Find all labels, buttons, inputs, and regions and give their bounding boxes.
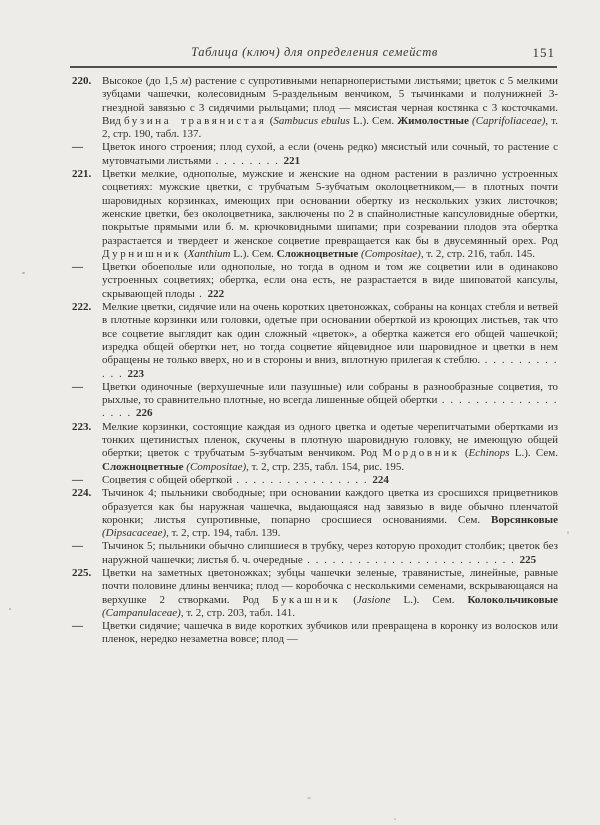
key-entry-alternative <box>72 381 558 421</box>
dot-leader: . . . . . . . . . . . . <box>102 354 559 380</box>
entry-text: Цветки на заметных цветоножках; зубцы чашечки зеленые, травянистые, линейные, равные почти половине длины венчика; плод — коробочка с несколькими семенами, вскрывающаяся на верхушке 2 створками. Род Букашник (Jasione L.). Сем. Колокольчиковые (Campanulaceae), т. 2, стр. 203, табл. 141. <box>102 566 558 619</box>
key-entry-alternative <box>72 261 558 301</box>
key-entry <box>72 421 558 474</box>
key-entry-alternative <box>72 540 558 567</box>
scan-speck <box>567 531 569 534</box>
entry-text: Тычинок 5; пыльники обычно слипшиеся в трубку, через которую проходит столбик; цветок без наружной чашечки; листья б. ч. очередные . . . . . . . . . . . . . . . . . . . . . . . . . 225 <box>102 540 558 566</box>
entry-text: Цветки сидячие; чашечка в виде коротких зубчиков или превращена в коронку из волосков или пленок, нередко незаметна вовсе; плод — <box>102 620 558 646</box>
entry-number: 225. <box>72 566 92 579</box>
key-entry <box>72 487 558 540</box>
jump-reference: 225 <box>519 553 537 566</box>
jump-reference: 221 <box>283 154 301 167</box>
key-entry <box>72 75 558 141</box>
key-entry-alternative <box>72 141 558 168</box>
entry-dash-marker: — <box>72 380 83 393</box>
entry-text: Мелкие цветки, сидячие или на очень коротких цветоножках, собраны на концах стебля и ветвей в плотные корзинки или головки, одетые при основании оберткой из кроющих листьев, так что все соцветие выглядит как один сложный «цветок», а обертка кажется его общей чашечкой; изредка общей обертки нет, но тогда соцветие яйцевидное или шаровидное и цветки в нем обращены не только вверх, но и в стороны и вниз, вплотную прилегая к стеблю. . . . . . . . . . . . . 223 <box>102 301 559 380</box>
entry-text: Высокое (до 1,5 м) растение с супротивными непарноперистыми листьями; цветок с 5 мелкими зубцами чашечки, колесовидным 5-раздельным венчиком, 5 тычинками и полунижней 3-гнездной завязью с 3 сидячими рыльцами; плод — мясистая черная костянка с 3 косточками. Вид бузина травянистая (Sambucus ebulus L.). Сем. Жимолостные (Caprifoliaceae), т. 2, стр. 190, табл. 137. <box>102 75 559 141</box>
page-number: 151 <box>532 45 555 60</box>
scan-speck <box>9 608 11 610</box>
entry-dash-marker: — <box>72 141 83 154</box>
jump-reference: 222 <box>207 287 225 300</box>
entry-text: Мелкие корзинки, состоящие каждая из одного цветка и одетые черепитчатыми обертками из тонких щетинистых пленок, скучены в плотную шаровидную головку, не имеющую общей обертки; цветок с трубчатым 5-зубчатым венчиком. Род Мордовник (Echinops L.). Сем. Сложноцветные (Compositae), т. 2, стр. 235, табл. 154, рис. 195. <box>102 420 558 473</box>
scan-speck <box>307 797 311 799</box>
entry-text: Цветки мелкие, однополые, мужские и женские на одном растении в различно устроенных соцветиях: мужские цветки, с трубчатым 5-зубчатым околоцветником,— в плотных почти шаровидных корзинках, имеющих при основании обертку из нескольких узких листочков; женские цветки, без околоцветника, заключены по 2 в спайнолистные капсуловидные обертки, покрытые прямыми или б. м. крючковидными шипами; при созревании плодов эта обертка разрастается и твердеет и женское соцветие превращается как бы в двусемянный орех. Род Дурнишник (Xanthium L.). Сем. Сложноцветные (Compositae), т. 2, стр. 216, табл. 145. <box>102 168 558 260</box>
entry-number: 221. <box>72 168 92 181</box>
key-entry-alternative <box>72 620 558 647</box>
dot-leader: . <box>194 287 208 300</box>
jump-reference: 223 <box>127 367 144 380</box>
entry-text: Цветки обоеполые или однополые, но тогда в одном и том же соцветии или в одинаково устроенных соцветиях; обертка, если она есть, не разрастается в виде шиповатой капсулы, скрывающей плоды . 222 <box>102 261 558 300</box>
key-entry <box>72 168 558 261</box>
entry-dash-marker: — <box>72 540 83 553</box>
dot-leader: . . . . . . . . . . . . . . . . . . <box>102 394 558 420</box>
running-head-title: Таблица (ключ) для определения семейств <box>191 45 438 59</box>
key-entry-alternative <box>72 474 558 487</box>
scan-speck <box>22 272 25 274</box>
key-entry <box>72 301 558 381</box>
jump-reference: 224 <box>372 473 389 486</box>
entry-dash-marker: — <box>72 261 83 274</box>
entry-number: 220. <box>72 75 92 87</box>
entry-text: Тычинок 4; пыльники свободные; при основании каждого цветка из сросшихся прицветников образуется как бы наружная чашечка, выдающаяся над завязью в виде обычно пленчатой коронки; листья супротивные, попарно сросшиеся основаниями. Сем. Ворсянковые (Dipsacaceae), т. 2, стр. 194, табл. 139. <box>102 487 558 540</box>
header-rule <box>70 66 557 68</box>
determination-key <box>72 75 558 647</box>
entry-number: 224. <box>72 487 92 500</box>
key-entry <box>72 567 558 620</box>
dot-leader: . . . . . . . . . . . . . . . . <box>232 473 373 486</box>
jump-reference: 226 <box>136 407 153 420</box>
running-head <box>72 45 557 63</box>
dot-leader: . . . . . . . . <box>211 154 284 167</box>
entry-text: Соцветия с общей оберткой . . . . . . . . . . . . . . . . 224 <box>102 473 389 486</box>
entry-number: 223. <box>72 420 92 433</box>
entry-text: Цветки одиночные (верхушечные или пазушные) или собраны в разнообразные соцветия, то рыхлые, то сравнительно плотные, но всегда лишенные общей обертки . . . . . . . . . . . . . . . . . . 226 <box>102 380 558 420</box>
entry-text: Цветок иного строения; плод сухой, а если (очень редко) мясистый или сочный, то растение с мутовчатыми листьями . . . . . . . . 221 <box>102 141 558 167</box>
entry-number: 222. <box>72 301 92 314</box>
dot-leader: . . . . . . . . . . . . . . . . . . . . . . . . . <box>302 553 520 566</box>
entry-dash-marker: — <box>72 473 83 486</box>
scan-speck <box>394 818 396 820</box>
entry-dash-marker: — <box>72 620 83 633</box>
